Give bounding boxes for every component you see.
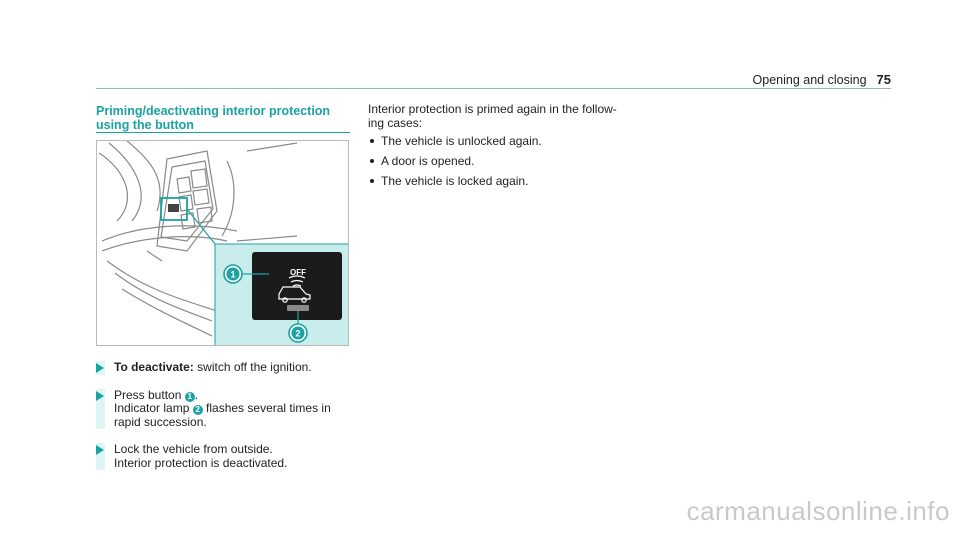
watermark: carmanualsonline.info [686,496,950,526]
section-title: Priming/deactivating interior protection using the button [96,104,331,132]
step-deactivate-text: switch off the ignition. [193,360,312,374]
step-lamp-text-b: flashes several times in rapid succession. [114,401,331,429]
header-divider [96,88,891,89]
list-item [368,134,628,148]
running-header [753,72,891,87]
overhead-control-panel-illustration [96,140,349,346]
bullet-icon [370,139,374,143]
step-press-text-a: Press button [114,387,185,402]
priming-cases [368,102,628,194]
step-deactivate-lead: To deactivate: [114,360,194,374]
running-header-section: Opening and closing [752,73,867,87]
callout-2-number: 2 [295,328,301,339]
step-deactivate [96,361,356,375]
step-press-button [96,389,356,430]
callout-2-badge: 2 [193,405,203,415]
indicator-lamp [287,305,309,311]
title-rule [96,132,350,133]
step-lock-result: Interior protection is deactivated. [114,455,288,470]
callout-1-number: 1 [230,269,236,280]
list-item [368,154,628,168]
priming-cases-list [368,134,628,188]
page-number: 75 [876,72,891,87]
step-arrow-icon [96,445,104,455]
list-item-text: A door is opened. [381,154,475,168]
callout-1-badge: 1 [185,392,195,402]
interior-protection-button-small [168,204,179,212]
step-arrow-icon [96,391,104,401]
step-lamp-text-a: Indicator lamp [114,401,193,415]
step-lock-vehicle [96,443,356,470]
step-arrow-icon [96,363,104,373]
list-item [368,174,628,188]
switch-off-label: OFF [290,268,306,277]
step-lock-text: Lock the vehicle from outside. [114,442,273,456]
list-item-text: The vehicle is locked again. [381,174,529,188]
bullet-icon [370,159,374,163]
instruction-steps [96,361,356,484]
bullet-icon [370,179,374,183]
list-item-text: The vehicle is unlocked again. [381,134,542,148]
step-press-text-b: . [194,387,199,402]
priming-cases-intro: Interior protection is primed again in the follow-ing cases: [368,102,617,130]
